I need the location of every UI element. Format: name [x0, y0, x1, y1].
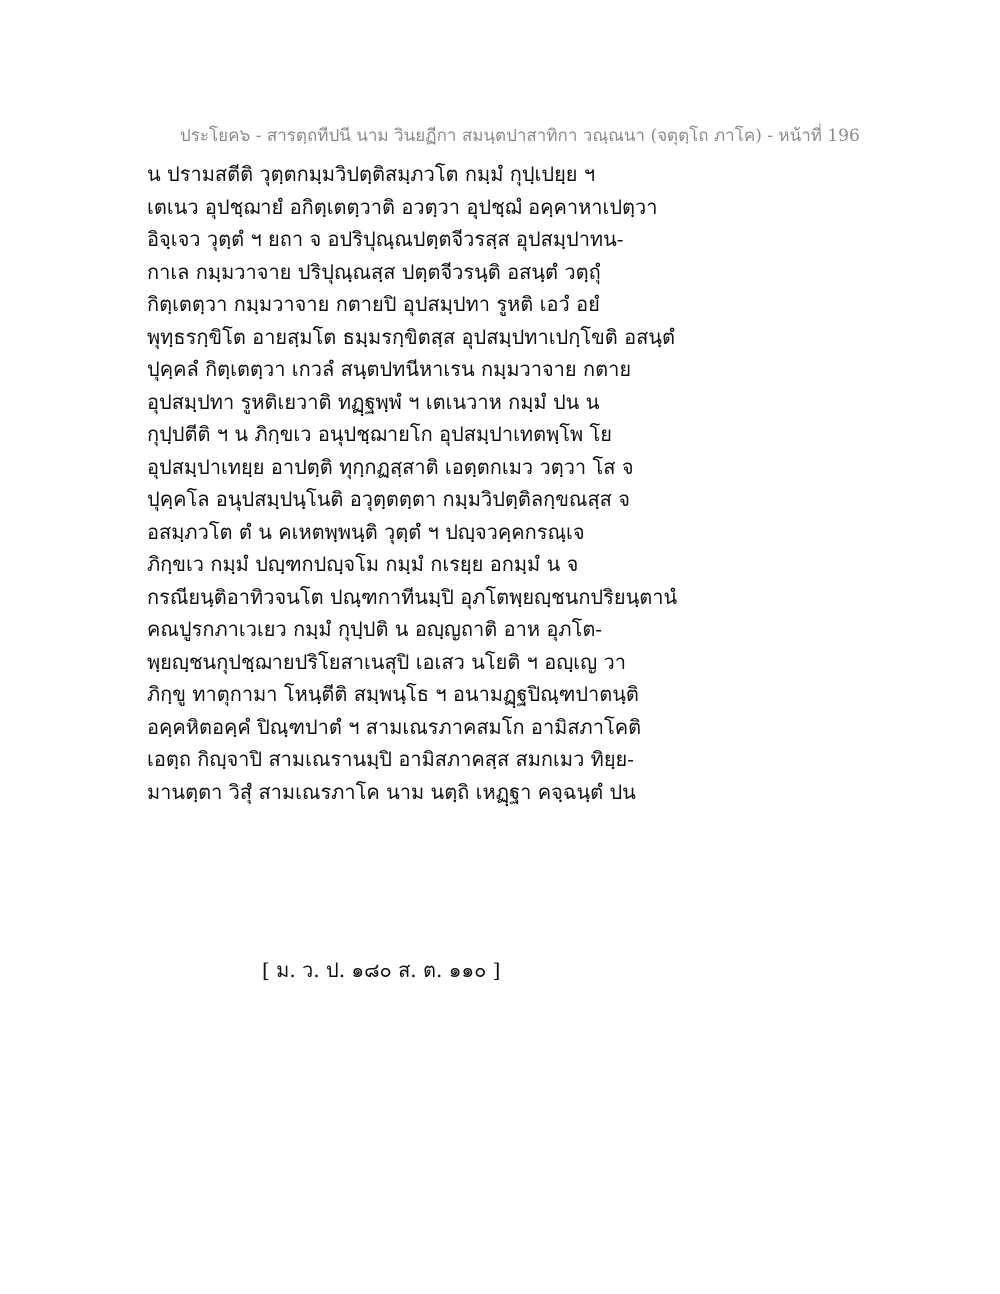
text-line: ปุคฺคโล อนุปสมฺปนฺโนติ อวุตฺตตฺตา กมฺมวิปตฺติลกฺขณสฺส จ: [147, 487, 630, 511]
text-line: กาเล กมฺมวาจาย ปริปุณฺณสฺส ปตฺตจีวรนฺติ อสนฺตํ วตฺถุํ: [147, 259, 601, 284]
footnote-reference: [ ม. ว. ป. ๑๘๐ ส. ต. ๑๑๐ ]: [262, 958, 501, 982]
text-line: พุทฺธรกฺขิโต อายสฺมโต ธมฺมรกฺขิตสฺส อุปสมฺปทาเปกฺโขติ อสนฺตํ: [147, 324, 675, 349]
text-line: อิจฺเจว วุตฺตํ ฯ ยถา จ อปริปุณฺณปตฺตจีวรสฺส อุปสมฺปาทน-: [147, 227, 624, 251]
text-line: ปุคฺคลํ กิตฺเตตฺวา เกวลํ สนฺตปทนีหาเรน กมฺมวาจาย กตาย: [147, 357, 632, 381]
text-line: อุปสมฺปทา รูหติเยวาติ ทฏฺฐพฺพํ ฯ เตเนวาห กมฺมํ ปน น: [147, 389, 600, 414]
text-line: ภิกฺขู ทาตุกามา โหนฺตีติ สมฺพนฺโธ ฯ อนามฏฺฐปิณฺฑปาตนฺติ: [147, 682, 639, 706]
text-line: พฺยญฺชนกุปชฺฌายปริโยสาเนสุปิ เอเสว นโยติ ฯ อญฺเญ วา: [147, 649, 627, 674]
text-line: อสมฺภวโต ตํ น คเหตพฺพนฺติ วุตฺตํ ฯ ปญฺจวคฺคกรณฺเจ: [147, 519, 585, 544]
text-line: น ปรามสตีติ วุตฺตกมฺมวิปตฺติสมฺภวโต กมฺมํ กุปฺเปยฺย ฯ: [147, 162, 596, 186]
running-header: ประโยค๖ - สารตฺถทีปนี นาม วินยฏีกา สมนฺตปาสาทิกา วณฺณนา (จตุตฺโถ ภาโค) - หน้าที่ 196: [180, 126, 860, 146]
text-line: อุปสมฺปาเทยฺย อาปตฺติ ทุกฺกฏสฺสาติ เอตฺตกเมว วตฺวา โส จ: [147, 454, 634, 479]
text-line: ภิกฺขเว กมฺมํ ปญฺฑกปญฺจโม กมฺมํ กเรยฺย อกมฺมํ น จ: [147, 552, 579, 576]
body-text: [147, 158, 847, 808]
text-line: เอตฺถ กิญฺจาปิ สามเณรานมฺปิ อามิสภาคสฺส สมกเมว ทิยฺย-: [147, 747, 635, 771]
text-line: มานตฺตา วิสุํ สามเณรภาโค นาม นตฺถิ เหฏฺฐา คจฺฉนฺตํ ปน: [147, 779, 636, 804]
text-line: กรณียนฺติอาทิวจนโต ปณฺฑกาทีนมฺปิ อุภโตพฺยญฺชนกปริยนฺตานํ: [147, 584, 678, 609]
text-line: เตเนว อุปชฺฌายํ อกิตฺเตตฺวาติ อวตฺวา อุปชฺฌํ อคฺคาหาเปตฺวา: [147, 194, 658, 219]
text-line: กุปฺปตีติ ฯ น ภิกฺขเว อนุปชฺฌายโก อุปสมฺปาเทตพฺโพ โย: [147, 422, 612, 446]
text-line: กิตฺเตตฺวา กมฺมวาจาย กตายปิ อุปสมฺปทา รูหติ เอวํ อยํ: [147, 292, 600, 316]
text-line: อคฺคหิตอคฺคํ ปิณฺฑปาตํ ฯ สามเณรภาคสมโก อามิสภาโคติ: [147, 714, 642, 739]
text-line: คณปูรกภาเวเยว กมฺมํ กุปฺปติ น อญฺญถาติ อาห อุภโต-: [147, 617, 603, 641]
